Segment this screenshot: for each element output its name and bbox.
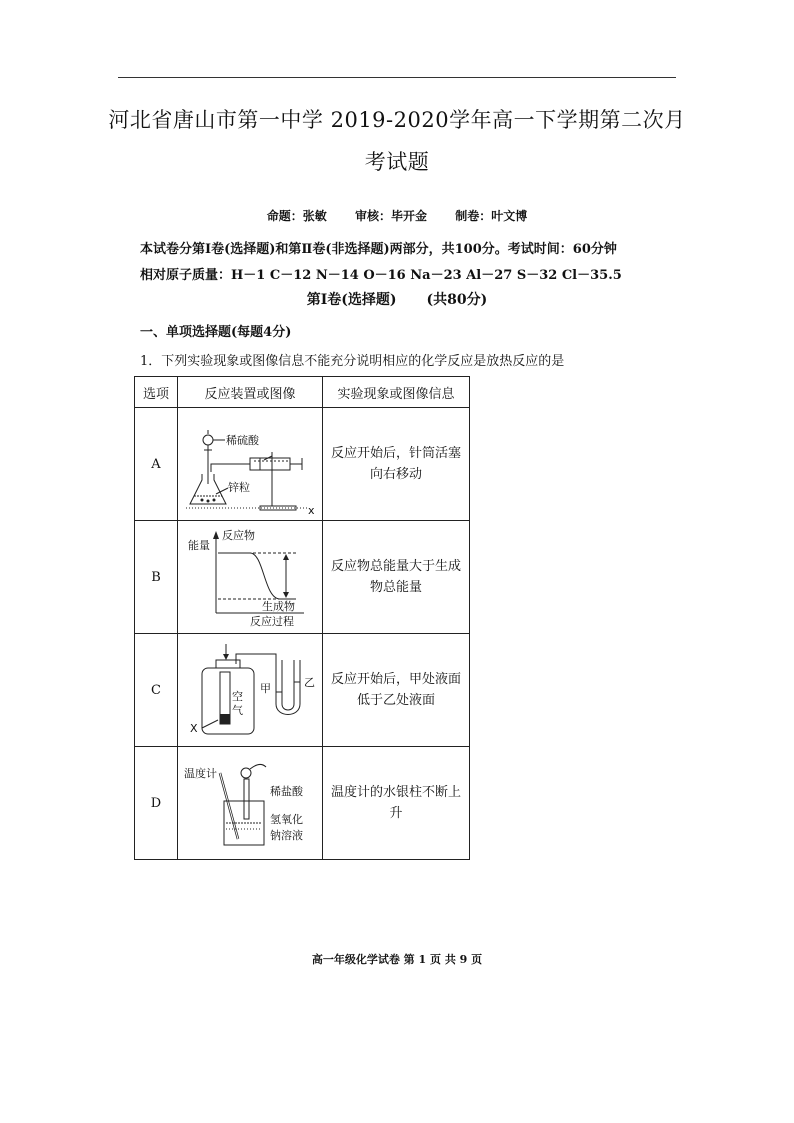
label-sodium-hydroxide-1: 氢氧化 xyxy=(270,813,303,826)
apparatus-figure-d xyxy=(178,747,323,860)
options-table xyxy=(134,376,470,860)
label-reaction-process: 反应过程 xyxy=(250,615,294,627)
label-x: x xyxy=(308,504,315,514)
header-apparatus: 反应装置或图像 xyxy=(178,377,323,408)
page-title-line1: 河北省唐山市第一中学 2019-2020学年高一下学期第二次月 xyxy=(108,108,686,132)
option-label: D xyxy=(135,747,178,860)
reviewer: 审核：毕开金 xyxy=(354,209,427,223)
page-title-line2: 考试题 xyxy=(364,150,430,174)
table-row xyxy=(135,408,470,521)
table-row xyxy=(135,521,470,634)
label-dilute-hydrochloric-acid: 稀盐酸 xyxy=(270,785,303,798)
label-dilute-sulfuric-acid: 稀硫酸 xyxy=(226,434,259,447)
label-yi: 乙 xyxy=(304,676,315,689)
label-jia: 甲 xyxy=(260,682,271,695)
beaker-thermometer-diagram xyxy=(180,753,320,853)
label-air-1: 空 xyxy=(232,690,243,703)
label-energy: 能量 xyxy=(188,539,210,552)
top-rule xyxy=(118,77,676,78)
exam-info: 本试卷分第Ⅰ卷(选择题)和第Ⅱ卷(非选择题)两部分，共100分。考试时间：60分钟 xyxy=(140,242,617,257)
info-cell xyxy=(323,634,470,747)
label-thermometer: 温度计 xyxy=(184,767,217,780)
header-option: 选项 xyxy=(135,377,178,408)
header-info: 实验现象或图像信息 xyxy=(323,377,470,408)
option-label: C xyxy=(135,634,178,747)
atomic-masses: 相对原子质量：H－1 C－12 N－14 O－16 Na－23 Al－27 S－32 Cl－35.5 xyxy=(140,268,622,283)
label-product: 生成物 xyxy=(262,600,295,613)
page-footer: 高一年级化学试卷 第 1 页 共 9 页 xyxy=(311,953,483,966)
info-cell xyxy=(323,747,470,860)
option-label: B xyxy=(135,521,178,634)
label-zinc: 锌粒 xyxy=(228,481,250,494)
question-1: 1．下列实验现象或图像信息不能充分说明相应的化学反应是放热反应的是 xyxy=(140,354,565,369)
part-label: 第Ⅰ卷(选择题) xyxy=(306,292,397,308)
table-row xyxy=(135,634,470,747)
energy-diagram xyxy=(180,527,320,627)
credits xyxy=(0,207,794,224)
info-text: 反应物总能量大于生成物总能量 xyxy=(331,559,462,595)
maker: 制卷：叶文博 xyxy=(455,209,528,223)
u-tube-apparatus-diagram xyxy=(180,640,320,740)
table-row xyxy=(135,747,470,860)
syringe-apparatus-diagram xyxy=(180,414,320,514)
apparatus-figure-a xyxy=(178,408,323,521)
setter: 命题：张敏 xyxy=(266,209,327,223)
table-header-row xyxy=(135,377,470,408)
label-reactant: 反应物 xyxy=(222,529,255,542)
info-text: 温度计的水银柱不断上升 xyxy=(331,785,462,821)
part-score: (共80分) xyxy=(426,292,488,308)
part-heading xyxy=(0,289,794,309)
label-x: X xyxy=(190,722,198,735)
label-sodium-hydroxide-2: 钠溶液 xyxy=(270,829,303,842)
option-label: A xyxy=(135,408,178,521)
label-air-2: 气 xyxy=(232,704,243,717)
info-text: 反应开始后，甲处液面低于乙处液面 xyxy=(331,672,462,708)
info-text: 反应开始后，针筒活塞向右移动 xyxy=(331,446,462,482)
info-cell xyxy=(323,521,470,634)
section-heading: 一、单项选择题(每题4分) xyxy=(140,325,292,340)
apparatus-figure-c xyxy=(178,634,323,747)
info-cell xyxy=(323,408,470,521)
apparatus-figure-b xyxy=(178,521,323,634)
